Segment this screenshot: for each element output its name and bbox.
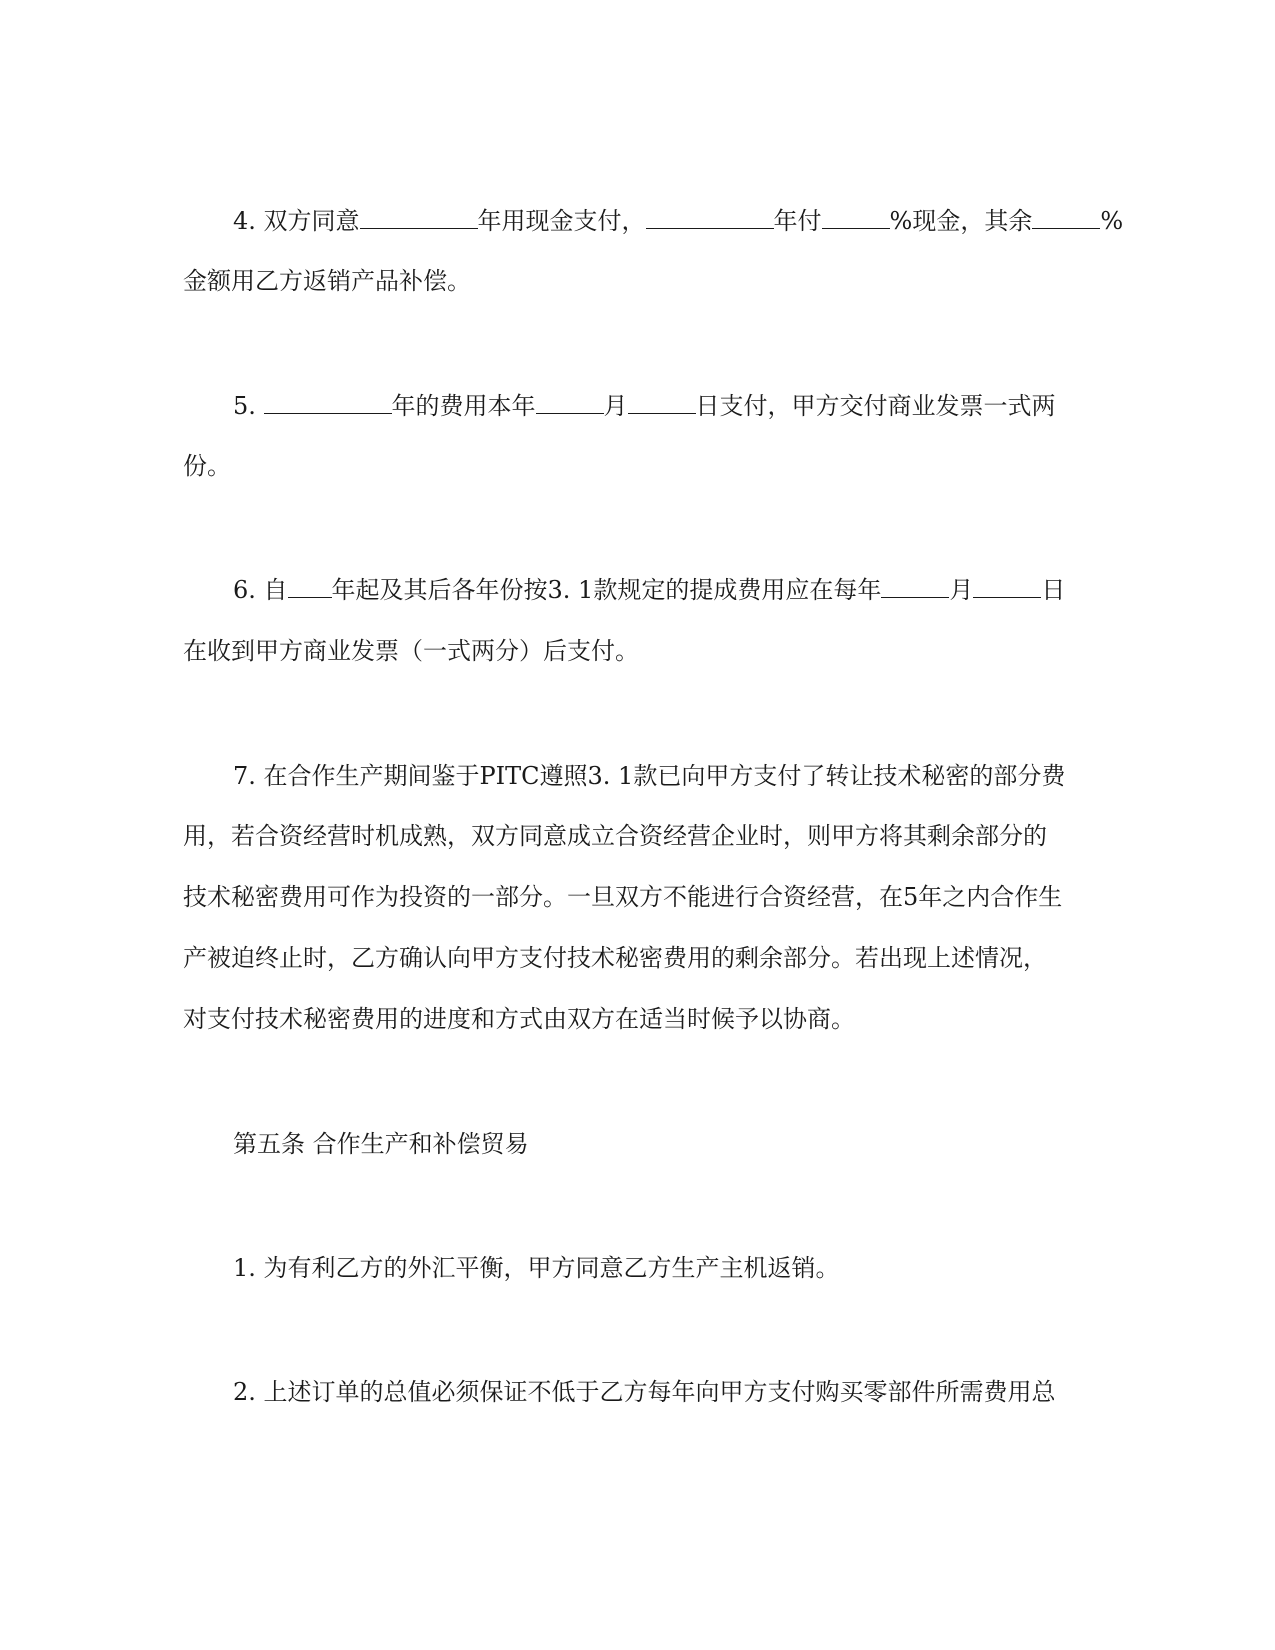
item-7-line-3: 技术秘密费用可作为投资的一部分。一旦双方不能进行合资经营，在5年之内合作生 xyxy=(183,883,1063,911)
item-7-line-2: 用，若合资经营时机成熟，双方同意成立合资经营企业时，则甲方将其剩余部分的 xyxy=(183,822,1047,850)
item-7-line-4: 产被迫终止时，乙方确认向甲方支付技术秘密费用的剩余部分。若出现上述情况， xyxy=(183,944,1047,972)
item-6-text-d: 日 xyxy=(1041,576,1066,604)
item-4-line-1 xyxy=(233,206,1123,236)
blank-field xyxy=(264,391,392,414)
item-5-line-2: 份。 xyxy=(183,452,231,480)
item-6-text-b: 年起及其后各年份按3. 1款规定的提成费用应在每年 xyxy=(331,576,882,604)
blank-field xyxy=(881,575,949,598)
item-6-text-a: 6. 自 xyxy=(233,576,288,604)
blank-field xyxy=(646,206,774,229)
blank-field xyxy=(360,206,478,229)
item-7-line-5: 对支付技术秘密费用的进度和方式由双方在适当时候予以协商。 xyxy=(183,1005,855,1033)
blank-field xyxy=(973,575,1041,598)
article-5-item-2: 2. 上述订单的总值必须保证不低于乙方每年向甲方支付购买零部件所需费用总 xyxy=(233,1378,1056,1406)
item-7-line-1: 7. 在合作生产期间鉴于PITC遵照3. 1款已向甲方支付了转让技术秘密的部分费 xyxy=(233,762,1066,790)
item-4-line-2: 金额用乙方返销产品补偿。 xyxy=(183,267,471,295)
item-4-text-d: %现金，其余 xyxy=(889,207,1033,235)
blank-field xyxy=(628,391,696,414)
item-4-text-b: 年用现金支付， xyxy=(477,207,646,235)
item-5-line-1 xyxy=(233,391,1056,421)
item-6-line-1 xyxy=(233,575,1065,605)
blank-field xyxy=(822,206,890,229)
item-5-text-c: 月 xyxy=(603,392,628,420)
item-6-line-2: 在收到甲方商业发票（一式两分）后支付。 xyxy=(183,637,639,665)
item-4-text-c: 年付 xyxy=(773,207,822,235)
article-5-heading: 第五条 合作生产和补偿贸易 xyxy=(233,1130,529,1158)
item-4-text-a: 4. 双方同意 xyxy=(233,207,360,235)
blank-field xyxy=(1032,206,1100,229)
item-4-text-e: % xyxy=(1100,207,1124,235)
item-5-text-a: 5. xyxy=(233,392,264,420)
item-5-text-b: 年的费用本年 xyxy=(391,392,536,420)
blank-field xyxy=(536,391,604,414)
item-6-text-c: 月 xyxy=(949,576,974,604)
article-5-item-1: 1. 为有利乙方的外汇平衡，甲方同意乙方生产主机返销。 xyxy=(233,1254,840,1282)
blank-field xyxy=(288,575,332,598)
item-5-text-d: 日支付，甲方交付商业发票一式两 xyxy=(695,392,1056,420)
